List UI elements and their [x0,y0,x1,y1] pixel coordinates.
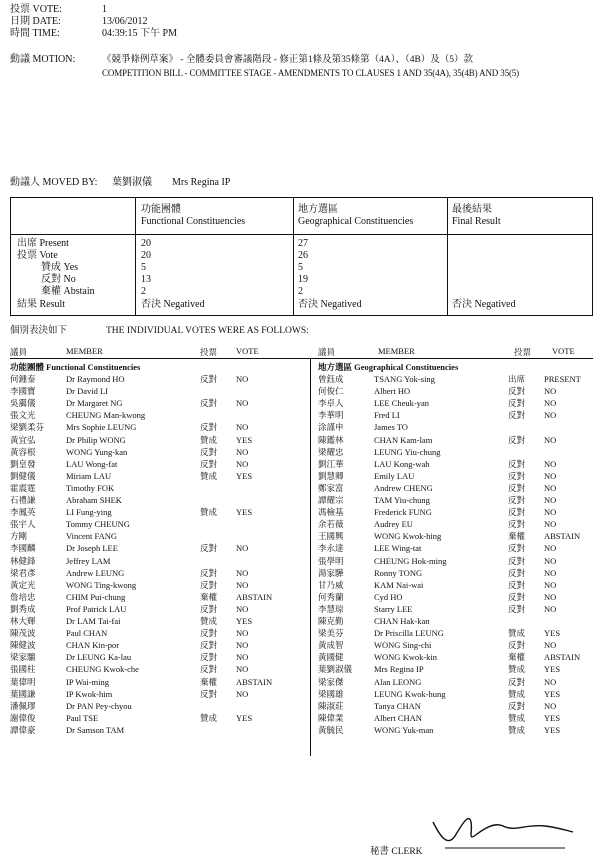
vote-zh: 反對 [508,470,526,481]
member-name-en: Andrew LEUNG [66,567,125,578]
col-member-zh: 議員 [318,347,336,357]
member-name-zh: 陳偉業 [318,712,344,723]
member-name-zh: 陳淑莊 [318,700,344,711]
member-name-en: Mrs Sophie LEUNG [66,422,137,433]
member-name-en: WONG Ting-kwong [66,579,137,590]
vote-zh: 反對 [200,664,218,675]
member-name-en: Dr Priscilla LEUNG [374,628,444,639]
member-name-en: TSANG Yok-sing [374,374,435,384]
vote-en: YES [544,724,561,735]
vote-en: YES [544,664,561,675]
vote-en: NO [236,579,249,590]
vote-zh: 反對 [508,579,526,590]
date-value: 13/06/2012 [102,16,148,27]
vote-en: NO [544,434,557,445]
member-name-en: Frederick FUNG [374,507,432,518]
vote-en: YES [544,688,561,699]
fc-present: 20 [141,238,151,249]
vote-zh: 贊成 [508,688,526,699]
vote-en: NO [236,398,249,409]
member-name-en: CHIM Pui-chung [66,591,126,602]
vote-zh: 反對 [508,398,526,409]
vote-zh: 棄權 [200,591,218,602]
member-name-en: WONG Kwok-kin [374,652,438,663]
vote-en: NO [544,555,557,566]
summary-row-label: 出席 Present [17,238,69,249]
member-name-en: CHAN Kam-lam [374,434,433,445]
member-name-zh: 陳鑑林 [318,434,344,445]
member-name-zh: 梁劉柔芬 [10,422,45,433]
member-name-en: Fred LI [374,410,400,421]
vote-en: NO [544,543,557,554]
time-label: 時間 TIME: [10,28,60,39]
vote-en: NO [544,482,557,493]
member-name-zh: 張學明 [318,555,344,566]
member-name-zh: 劉慧卿 [318,470,344,481]
vote-en: NO [236,688,249,699]
member-name-zh: 李卓人 [318,398,344,409]
vote-en: NO [544,410,557,421]
member-name-zh: 李永達 [318,543,344,554]
vote-zh: 反對 [508,434,526,445]
vote-en: YES [236,507,253,518]
member-name-en: Alan LEONG [374,676,422,687]
member-name-en: CHAN Kin-por [66,640,120,651]
vote-zh: 反對 [200,567,218,578]
member-name-en: Timothy FOK [66,482,115,493]
member-name-zh: 黃毓民 [318,724,344,735]
column-divider [310,358,311,756]
member-name-zh: 石禮謙 [10,495,36,505]
vote-en: YES [544,628,561,639]
member-name-en: James TO [374,422,408,433]
vote-en: YES [236,470,253,481]
col-member-en: MEMBER [378,346,415,356]
vote-en: NO [236,652,249,663]
vote-en: NO [236,567,249,578]
member-name-en: LI Fung-ying [66,507,112,518]
vote-en: NO [236,640,249,651]
member-name-en: Dr Joseph LEE [66,543,118,554]
gc-no: 19 [298,274,308,285]
vote-en: NO [236,422,249,433]
vote-en: NO [544,470,557,481]
member-name-en: Dr Samson TAM [66,724,125,735]
member-name-zh: 黃容根 [10,446,36,457]
member-name-zh: 何俊仁 [318,386,344,397]
vote-en: PRESENT [544,374,581,384]
vote-zh: 反對 [200,640,218,651]
vote-zh: 反對 [200,398,218,409]
member-name-en: KAM Nai-wai [374,579,424,590]
summary-row-label: 反對 No [41,274,76,285]
vote-en: ABSTAIN [544,531,581,542]
member-name-zh: 梁國雄 [318,688,344,699]
summary-table [10,197,593,316]
vote-zh: 反對 [508,519,526,530]
member-name-zh: 李華明 [318,410,344,421]
vote-zh: 反對 [200,628,218,639]
summary-row-label: 棄權 Abstain [41,286,95,297]
vote-zh: 反對 [508,386,526,397]
final-heading-en: Final Result [452,216,501,227]
individual-intro-zh: 個別表決如下 [10,326,68,336]
motion-title-en: COMPETITION BILL - COMMITTEE STAGE - AMENDMENTS TO CLAUSES 1 AND 35(4A), 35(4B) AND 35(5) [102,68,519,78]
vote-zh: 反對 [508,543,526,554]
vote-zh: 反對 [508,591,526,602]
vote-en: NO [544,603,557,614]
col-member-zh: 議員 [10,347,28,357]
vote-zh: 贊成 [200,712,218,723]
gc-result: 否決 Negatived [298,299,362,310]
member-name-en: Dr Philip WONG [66,434,126,445]
vote-en: NO [236,446,249,457]
final-heading-zh: 最後結果 [452,204,492,215]
vote-en: NO [544,579,557,590]
summary-row-label: 投票 Vote [17,250,58,261]
member-name-en: WONG Yuk-man [374,724,434,735]
vote-zh: 反對 [508,603,526,614]
vote-en: ABSTAIN [236,676,273,687]
vote-zh: 反對 [508,482,526,493]
member-name-zh: 譚耀宗 [318,495,344,505]
member-name-en: Dr Raymond HO [66,374,125,384]
member-name-zh: 何鍾泰 [10,374,36,384]
member-name-en: Cyd HO [374,591,403,602]
col-member-en: MEMBER [66,346,103,356]
vote-en: NO [544,567,557,578]
member-name-zh: 潘佩璆 [10,700,36,711]
member-name-zh: 黃成智 [318,640,344,651]
vote-zh: 反對 [508,676,526,687]
col-vote-zh: 投票 [200,347,218,357]
gc-present: 27 [298,238,308,249]
vote-zh: 反對 [200,603,218,614]
fc-section-title: 功能團體 Functional Constituencies [10,362,141,372]
fc-abstain: 2 [141,286,146,297]
member-name-en: WONG Kwok-hing [374,531,442,542]
member-name-zh: 詹培忠 [10,591,36,602]
vote-en: ABSTAIN [544,652,581,663]
vote-zh: 反對 [508,507,526,518]
vote-zh: 反對 [200,652,218,663]
member-name-zh: 譚偉豪 [10,724,36,735]
member-name-zh: 王國興 [318,531,344,542]
vote-zh: 反對 [200,688,218,699]
mover-name-zh: 葉劉淑儀 [112,177,152,188]
member-name-zh: 葉國謙 [10,688,36,699]
member-name-zh: 李國麟 [10,543,36,554]
vote-zh: 反對 [200,446,218,457]
vote-zh: 贊成 [508,664,526,675]
member-name-en: Dr LAM Tai-fai [66,616,121,626]
summary-row-label: 結果 Result [17,299,66,310]
vote-en: NO [544,519,557,530]
member-name-en: Starry LEE [374,603,413,614]
time-value: 04:39:15 下午 PM [102,28,178,39]
gc-heading-zh: 地方選區 [298,204,338,215]
member-name-en: Tommy CHEUNG [66,519,130,530]
member-name-zh: 林健鋒 [10,555,36,566]
member-name-en: LEUNG Yiu-chung [374,446,441,457]
member-name-zh: 李慧琼 [318,603,344,614]
vote-en: YES [236,616,253,626]
vote-zh: 贊成 [200,507,218,518]
vote-en: NO [236,458,249,469]
member-name-en: Andrew CHENG [374,482,433,493]
vote-en: NO [236,543,249,554]
vote-zh: 贊成 [200,616,218,626]
member-name-zh: 劉江華 [318,458,344,469]
member-name-zh: 馮檢基 [318,507,344,518]
member-name-zh: 梁美芬 [318,628,344,639]
member-name-zh: 曾鈺成 [318,374,344,384]
vote-zh: 反對 [508,495,526,505]
member-name-en: Jeffrey LAM [66,555,111,566]
vote-zh: 反對 [508,640,526,651]
member-name-en: Prof Patrick LAU [66,603,127,614]
vote-en: NO [544,386,557,397]
vote-zh: 贊成 [508,628,526,639]
vote-label: 投票 VOTE: [10,4,62,15]
summary-row-label: 贊成 Yes [41,262,79,273]
vote-zh: 棄權 [200,676,218,687]
fc-result: 否決 Negatived [141,299,205,310]
member-name-en: Miriam LAU [66,470,112,481]
fc-vote: 20 [141,250,151,261]
vote-zh: 反對 [200,458,218,469]
vote-en: NO [236,664,249,675]
vote-zh: 反對 [508,458,526,469]
member-name-zh: 甘乃威 [318,579,344,590]
member-name-en: LAU Wong-fat [66,458,118,469]
vote-en: YES [544,712,561,723]
col-vote-en: VOTE [552,346,575,356]
vote-en: NO [544,591,557,602]
member-name-zh: 劉皇發 [10,458,36,469]
vote-number: 1 [102,4,107,15]
gc-heading-en: Geographical Constituencies [298,216,414,227]
vote-en: YES [236,712,253,723]
member-name-en: CHEUNG Hok-ming [374,555,447,566]
vote-en: NO [544,676,557,687]
member-name-en: WONG Yung-kan [66,446,128,457]
member-name-zh: 劉秀成 [10,603,36,614]
member-name-zh: 謝偉俊 [10,712,36,723]
member-name-zh: 余若薇 [318,519,344,530]
vote-zh: 棄權 [508,652,526,663]
member-name-en: Audrey EU [374,519,413,530]
vote-en: NO [544,458,557,469]
member-name-en: CHEUNG Kwok-che [66,664,139,675]
vote-en: NO [236,628,249,639]
member-name-zh: 林大輝 [10,616,36,626]
member-name-zh: 陳克勤 [318,616,344,626]
member-name-en: LEE Cheuk-yan [374,398,429,409]
vote-zh: 反對 [200,543,218,554]
member-name-en: Paul TSE [66,712,99,723]
member-name-zh: 劉健儀 [10,470,36,481]
vote-en: NO [544,507,557,518]
clerk-signature [425,808,575,858]
vote-zh: 反對 [508,410,526,421]
vote-en: NO [544,640,557,651]
member-name-en: LEUNG Kwok-hung [374,688,446,699]
member-name-zh: 梁君彥 [10,567,36,578]
member-name-zh: 梁耀忠 [318,446,344,457]
member-name-en: Dr PAN Pey-chyou [66,700,132,711]
member-name-en: IP Kwok-him [66,688,113,699]
vote-zh: 贊成 [508,712,526,723]
member-name-en: Albert HO [374,386,411,397]
vote-en: NO [544,700,557,711]
member-name-en: LAU Kong-wah [374,458,430,469]
member-name-zh: 涂謹申 [318,422,344,433]
motion-label: 動議 MOTION: [10,54,76,65]
member-name-zh: 霍震霆 [10,482,36,493]
member-name-zh: 葉劉淑儀 [318,664,353,675]
final-result: 否決 Negatived [452,299,516,310]
vote-zh: 出席 [508,374,526,384]
member-name-en: LEE Wing-tat [374,543,422,554]
individual-intro-en: THE INDIVIDUAL VOTES WERE AS FOLLOWS: [106,326,309,336]
vote-zh: 反對 [200,422,218,433]
vote-zh: 反對 [508,567,526,578]
member-name-en: Dr Margaret NG [66,398,123,409]
motion-title-zh: 《競爭條例草案》 - 全體委員會審議階段 - 修正第1條及第35條第（4A）、（4B）及（5）款 [102,55,474,65]
member-name-zh: 李國寶 [10,386,36,397]
mover-name-en: Mrs Regina IP [172,177,231,188]
col-vote-zh: 投票 [514,347,532,357]
fc-no: 13 [141,274,151,285]
member-name-zh: 李鳳英 [10,507,36,518]
member-name-en: Dr LEUNG Ka-lau [66,652,132,663]
member-name-zh: 張國柱 [10,664,36,675]
member-name-zh: 黃定光 [10,579,36,590]
vote-en: NO [544,495,557,505]
clerk-label: 秘書 CLERK [370,847,423,857]
date-label: 日期 DATE: [10,16,61,27]
vote-en: NO [544,398,557,409]
member-name-zh: 何秀蘭 [318,591,344,602]
member-name-en: Ronny TONG [374,567,423,578]
fc-yes: 5 [141,262,146,273]
header-rule [10,358,593,359]
fc-heading-en: Functional Constituencies [141,216,246,227]
vote-en: YES [236,434,253,445]
vote-zh: 反對 [508,555,526,566]
gc-abstain: 2 [298,286,303,297]
member-name-en: Vincent FANG [66,531,118,542]
vote-zh: 反對 [508,700,526,711]
member-name-zh: 葉偉明 [10,676,36,687]
vote-zh: 贊成 [508,724,526,735]
member-name-zh: 梁家傑 [318,676,344,687]
vote-zh: 棄權 [508,531,526,542]
member-name-en: Albert CHAN [374,712,422,723]
member-name-zh: 方剛 [10,531,28,542]
member-name-zh: 黃國健 [318,652,344,663]
member-name-en: Paul CHAN [66,628,108,639]
member-name-en: CHEUNG Man-kwong [66,410,146,421]
vote-en: NO [236,374,249,384]
gc-vote: 26 [298,250,308,261]
member-name-zh: 吳靄儀 [10,398,36,409]
member-name-zh: 陳健波 [10,640,36,651]
member-name-zh: 陳茂波 [10,628,36,639]
member-name-zh: 張宇人 [10,519,36,530]
member-name-en: TAM Yiu-chung [374,495,430,505]
member-name-en: IP Wai-ming [66,676,109,687]
vote-zh: 贊成 [200,434,218,445]
member-name-en: Tanya CHAN [374,700,421,711]
gc-yes: 5 [298,262,303,273]
fc-heading-zh: 功能團體 [141,204,181,215]
member-name-zh: 鄭家富 [318,482,344,493]
vote-en: NO [236,603,249,614]
gc-section-title: 地方選區 Geographical Constituencies [318,362,459,372]
member-name-en: Mrs Regina IP [374,664,424,675]
vote-en: ABSTAIN [236,591,273,602]
member-name-en: Emily LAU [374,470,415,481]
member-name-en: CHAN Hak-kan [374,616,430,626]
member-name-en: WONG Sing-chi [374,640,432,651]
moved-by-label: 動議人 MOVED BY: [10,177,98,188]
member-name-zh: 張文光 [10,410,36,421]
vote-zh: 反對 [200,374,218,384]
member-name-zh: 梁家騮 [10,652,36,663]
vote-zh: 反對 [200,579,218,590]
member-name-en: Abraham SHEK [66,495,122,505]
member-name-zh: 黃宜弘 [10,434,36,445]
member-name-zh: 湯家驊 [318,567,344,578]
col-vote-en: VOTE [236,346,259,356]
vote-zh: 贊成 [200,470,218,481]
member-name-en: Dr David LI [66,386,109,397]
